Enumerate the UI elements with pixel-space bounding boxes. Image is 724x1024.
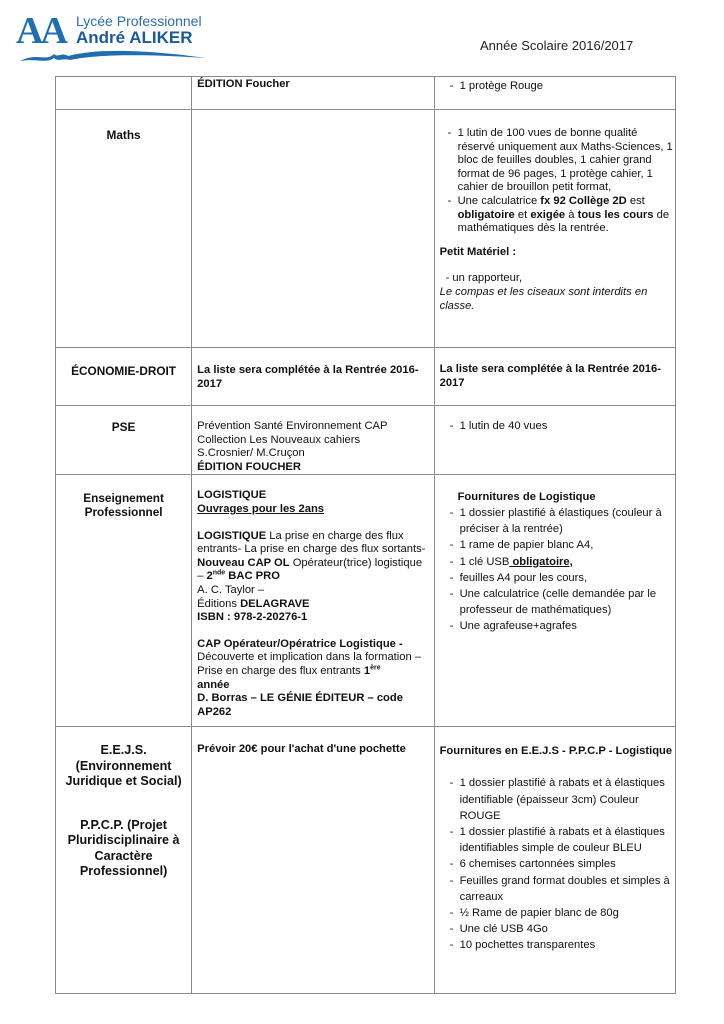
books-note: La liste sera complétée à la Rentrée 2016-2017 [197,364,419,390]
list-item: - Une agrafeuse+agrafes [446,618,675,634]
supplies-list [440,505,675,635]
logo-line-1: Lycée Professionnel [76,13,202,29]
text-bold: année [197,678,230,691]
books-cell [192,406,434,475]
supplies-title: Fournitures de Logistique [457,491,596,504]
book-title: Prévention Santé Environnement CAP [197,420,388,432]
subject-label-2: P.P.C.P. (Projet Pluridisciplinaire à Caractère Professionnel) [67,817,180,879]
text-bold: Nouveau CAP OL [197,556,290,569]
list-item: - Feuilles grand format doubles et simples à carreaux [446,873,673,905]
books-cell [192,727,434,994]
book-1 [197,530,433,625]
text: de mathématiques dès la rentrée. [457,208,670,235]
books-note: Prévoir 20€ pour l'achat d'une pochette [197,743,406,756]
supplies-note: La liste sera complétée à la Rentrée 2016-2017 [439,363,661,389]
book-edition: ÉDITION FOUCHER [197,460,301,473]
list-item: - 1 protège Rouge [446,80,675,94]
subject-label: ÉCONOMIE-DROIT [71,364,177,378]
books-cell [192,475,434,727]
supplies-list [440,406,675,434]
text: Une calculatrice [457,194,541,207]
text-bold: 1 [363,664,371,677]
supplies-list [440,110,675,236]
table-row [56,348,676,406]
forbidden-note: Le compas et les ciseaux sont interdits en classe. [439,285,648,312]
wave-icon [18,48,208,64]
supplies-list [440,775,675,953]
list-item: - 1 dossier plastifié à rabats et à élastiques identifiables simple de couleur BLEU [446,824,673,856]
list-item: - 10 pochettes transparentes [446,937,673,953]
books-cell [192,348,434,406]
list-item: - 1 lutin de 40 vues [446,420,675,434]
list-item: - 1 lutin de 100 vues de bonne qualité réservé uniquement aux Maths-Sciences, 1 bloc de feuilles doubles, 1 cahier grand format de 96 pages, 1 protège cahier, 1 cahier de brouillon petit format, [444,127,673,195]
small-material-title: Petit Matériel : [439,245,517,258]
text-bold: tous les cours [577,208,654,221]
superscript: nde [212,569,226,577]
text-bold: obligatoire [457,208,515,221]
list-item: - 1 dossier plastifié à élastiques (couleur à préciser à la rentrée) [446,505,675,537]
text-bold: BAC PRO [225,570,280,583]
supplies-table [55,76,676,994]
subject-label: Enseignement Professionnel [83,491,164,520]
subject-label: PSE [111,420,136,434]
subject-label: Maths [106,128,141,142]
text: Éditions [197,597,241,610]
text: Opérateur(trice) logistique – [197,556,423,583]
supplies-cell [434,406,675,475]
table-row [56,77,676,110]
book-authors: S.Crosnier/ M.Cruçon [197,447,305,460]
subject-cell [56,348,192,406]
supplies-title: Fournitures en E.E.J.S - P.P.C.P - Logistique [439,745,673,758]
book-title: CAP Opérateur/Opératrice Logistique - [197,637,403,650]
book-author: D. Borras – LE GÉNIE ÉDITEUR – code AP262 [197,692,403,718]
calculator-model: fx 92 Collège 2D [540,194,627,207]
table-row [56,110,676,348]
list-item: - 1 dossier plastifié à rabats et à élastiques identifiable (épaisseur 3cm) Couleur ROUGE [446,775,673,824]
books-cell [192,110,434,348]
text: et [514,208,531,221]
table-row [56,475,676,727]
table-row [56,727,676,994]
school-logo [14,10,204,62]
logo-line-2: André ALIKER [76,28,193,47]
subject-cell [56,727,192,994]
list-item: - Une calculatrice (celle demandée par le professeur de mathématiques) [446,586,675,618]
list-item [446,554,675,570]
books-title: LOGISTIQUE [197,489,267,502]
school-year: Année Scolaire 2016/2017 [480,38,634,53]
supplies-cell [434,727,675,994]
subject-cell [56,475,192,727]
subject-cell [56,110,192,348]
list-item: - 1 rame de papier blanc A4, [446,537,675,553]
text-bold: obligatoire, [509,555,573,568]
text-bold: exigée [530,208,566,221]
text-bold: 2 [206,570,213,583]
text-bold: LOGISTIQUE [197,529,267,542]
table-row [56,406,676,475]
logo-monogram: AA [16,10,65,52]
subject-cell [56,77,192,110]
books-cell [192,77,434,110]
list-item: - 6 chemises cartonnées simples [446,856,673,872]
text-bold: DELAGRAVE [240,597,310,610]
list-item: - ½ Rame de papier blanc de 80g [446,905,673,921]
list-item [444,195,673,236]
list-item: - feuilles A4 pour les cours, [446,570,675,586]
text: Découverte et implication dans la formation – Prise en charge des flux entrants [197,651,422,677]
book-isbn: ISBN : 978-2-20276-1 [197,611,308,624]
books-subtitle: Ouvrages pour les 2ans [197,502,325,515]
book-author: A. C. Taylor – [197,583,265,596]
text: La prise en charge des flux entrants- La prise en charge des flux sortants- [197,529,426,556]
text: à [565,208,578,221]
list-item: - Une clé USB 4Go [446,921,673,937]
text: est [626,194,645,207]
subject-label: E.E.J.S. (Environnement Juridique et Social) [65,743,182,789]
small-material-item: - un rapporteur, [445,272,523,285]
subject-cell [56,406,192,475]
book-collection: Collection Les Nouveaux cahiers [197,433,361,446]
superscript: ère [370,664,381,672]
supplies-cell [434,77,675,110]
supplies-cell [434,110,675,348]
supplies-cell [434,475,675,727]
edition-text: ÉDITION Foucher [197,78,290,90]
book-2 [197,638,433,720]
text: 1 clé USB [459,555,510,568]
supplies-list [440,77,675,94]
supplies-cell [434,348,675,406]
book-publisher [197,598,430,612]
